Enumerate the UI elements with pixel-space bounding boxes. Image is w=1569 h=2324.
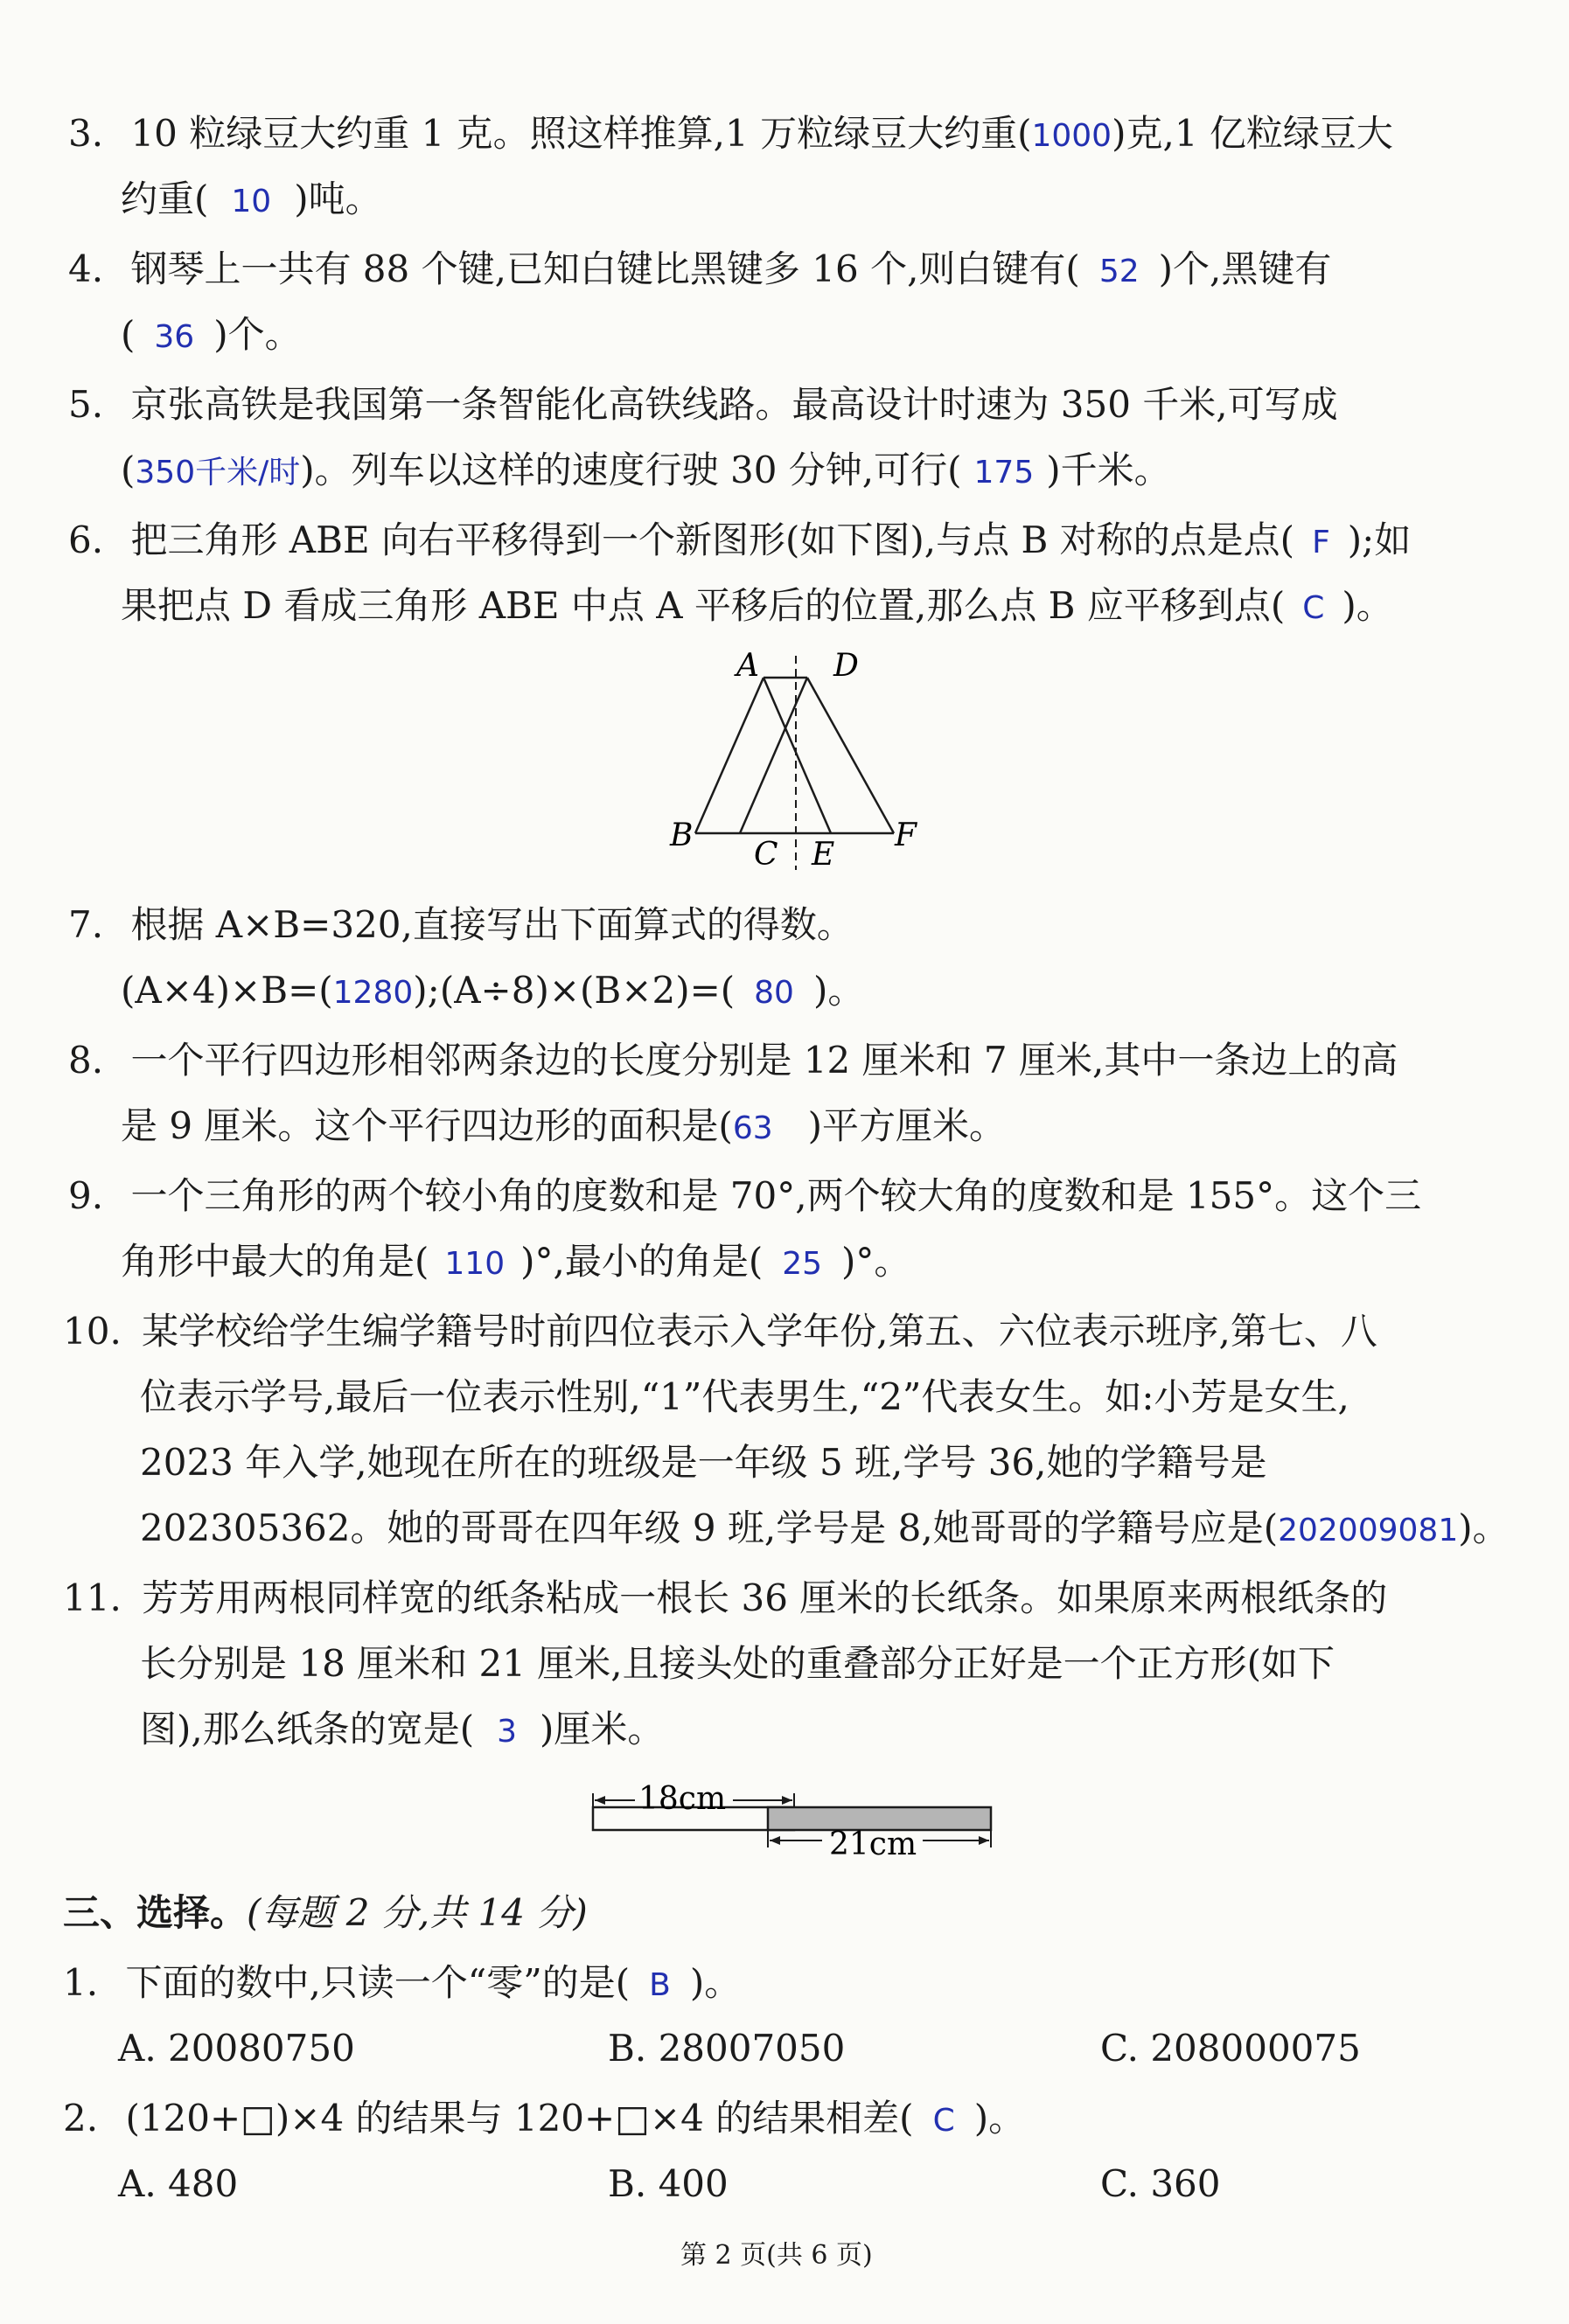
q11-line2 xyxy=(140,1639,1335,1688)
q11-text: 图),那么纸条的宽是( xyxy=(140,1708,475,1750)
q4-answer-1: 52 xyxy=(1098,254,1140,289)
q6-line2 xyxy=(121,581,1393,633)
figure-segment-AB xyxy=(695,678,764,833)
q9-text: 一个三角形的两个较小角的度数和是 70°,两个较大角的度数和是 155°。这个三 xyxy=(130,1174,1422,1217)
q11-text: 芳芳用两根同样宽的纸条粘成一根长 36 厘米的长纸条。如果原来两根纸条的 xyxy=(142,1576,1388,1619)
c2-option-a: A. 480 xyxy=(118,2162,239,2205)
c1-line xyxy=(63,1959,741,2010)
q11-line1 xyxy=(63,1574,1387,1623)
label-D: D xyxy=(833,648,859,684)
c1-option-a: A. 20080750 xyxy=(118,2027,355,2070)
q4-text: ( xyxy=(121,313,136,356)
q3-number: 3. xyxy=(68,112,104,155)
q11-text: 长分别是 18 厘米和 21 厘米,且接头处的重叠部分正好是一个正方形(如下 xyxy=(140,1642,1335,1685)
label-21cm: 21cm xyxy=(829,1826,917,1862)
q6-answer-1: F xyxy=(1312,525,1330,560)
q8-number: 8. xyxy=(68,1039,104,1082)
q9-answer-1: 110 xyxy=(444,1246,506,1282)
q7-line1 xyxy=(68,901,854,950)
q10-line1 xyxy=(63,1307,1377,1356)
q6-text: 把三角形 ABE 向右平移得到一个新图形(如下图),与点 B 对称的点是点( xyxy=(130,518,1295,561)
q7-text: );(A÷8)×(B×2)=( xyxy=(413,969,736,1012)
c2-text: )。 xyxy=(973,2097,1026,2140)
q8-line2 xyxy=(121,1102,1006,1153)
q7-answer-1: 1280 xyxy=(332,975,414,1011)
q5-text: )。列车以这样的速度行驶 30 分钟,可行( xyxy=(300,449,962,491)
c2-answer: C xyxy=(932,2103,955,2139)
label-B: B xyxy=(670,818,694,853)
label-18cm: 18cm xyxy=(638,1781,727,1817)
q5-line1 xyxy=(68,380,1338,429)
q5-answer-1: 350千米/时 xyxy=(135,455,301,491)
q8-text: 是 9 厘米。这个平行四边形的面积是( xyxy=(121,1104,733,1147)
q6-text: );如 xyxy=(1347,518,1412,561)
q7-text: )。 xyxy=(812,969,865,1012)
q8-answer-1: 63 xyxy=(732,1110,773,1146)
q4-text: )个,黑键有 xyxy=(1158,247,1332,290)
q3-text: 10 粒绿豆大约重 1 克。照这样推算,1 万粒绿豆大约重( xyxy=(130,112,1032,155)
q5-text: )千米。 xyxy=(1046,449,1171,491)
q7-text: 根据 A×B=320,直接写出下面算式的得数。 xyxy=(130,903,854,946)
q11-answer-1: 3 xyxy=(497,1714,518,1750)
q10-line4 xyxy=(140,1504,1510,1555)
q5-number: 5. xyxy=(68,383,104,426)
q4-text: )个。 xyxy=(213,313,302,356)
q3-line2 xyxy=(121,175,382,226)
c2-text: (120+□)×4 的结果与 120+□×4 的结果相差( xyxy=(125,2097,914,2140)
q8-line1 xyxy=(68,1036,1398,1085)
label-F: F xyxy=(895,818,917,853)
page-footer: 第 2 页(共 6 页) xyxy=(680,2240,873,2271)
q7-number: 7. xyxy=(68,903,104,946)
q7-line2 xyxy=(121,966,864,1018)
q7-text: (A×4)×B=( xyxy=(121,969,333,1012)
q6-answer-2: C xyxy=(1302,590,1325,626)
q6-text: )。 xyxy=(1342,584,1393,627)
q5-answer-2: 175 xyxy=(973,455,1035,491)
q3-text: )克,1 亿粒绿豆大 xyxy=(1112,112,1393,155)
q3-text: 约重( xyxy=(121,177,209,220)
q9-line1 xyxy=(68,1172,1421,1221)
q9-text: 角形中最大的角是( xyxy=(121,1240,429,1283)
q3-line1 xyxy=(68,109,1393,161)
q10-text: 某学校给学生编学籍号时前四位表示入学年份,第五、六位表示班序,第七、八 xyxy=(142,1310,1377,1353)
q5-text: ( xyxy=(121,449,136,491)
q8-text: )平方厘米。 xyxy=(807,1104,1007,1147)
q10-answer-1: 202009081 xyxy=(1278,1513,1459,1548)
q6-number: 6. xyxy=(68,518,104,561)
label-E: E xyxy=(812,837,835,873)
q9-line2 xyxy=(121,1237,910,1289)
c1-answer: B xyxy=(649,1967,671,2003)
c2-option-c: C. 360 xyxy=(1100,2162,1221,2205)
section-3-title: 三、选择。 xyxy=(63,1891,248,1934)
q11-strip-figure xyxy=(586,1771,997,1871)
dim-bottom-arrow-right xyxy=(979,1836,989,1845)
q10-text: 202305362。她的哥哥在四年级 9 班,学号是 8,她哥哥的学籍号应是( xyxy=(140,1506,1279,1549)
q9-number: 9. xyxy=(68,1174,104,1217)
label-A: A xyxy=(736,648,759,684)
q11-number: 11. xyxy=(63,1576,122,1619)
label-C: C xyxy=(754,837,778,873)
q9-text: )°。 xyxy=(841,1240,911,1283)
c1-text: )。 xyxy=(689,1961,742,2004)
q10-line2 xyxy=(140,1373,1349,1422)
q4-line2 xyxy=(121,310,302,362)
c2-number: 2. xyxy=(63,2097,99,2140)
q6-text: 果把点 D 看成三角形 ABE 中点 A 平移后的位置,那么点 B 应平移到点( xyxy=(121,584,1286,627)
q7-answer-2: 80 xyxy=(754,975,794,1011)
q5-text: 京张高铁是我国第一条智能化高铁线路。最高设计时速为 350 千米,可写成 xyxy=(130,383,1338,426)
q4-line1 xyxy=(68,245,1331,296)
q9-text: )°,最小的角是( xyxy=(520,1240,764,1283)
q8-text: 一个平行四边形相邻两条边的长度分别是 12 厘米和 7 厘米,其中一条边上的高 xyxy=(130,1039,1398,1082)
q10-text: 2023 年入学,她现在所在的班级是一年级 5 班,学号 36,她的学籍号是 xyxy=(140,1441,1267,1484)
q4-text: 钢琴上一共有 88 个键,已知白键比黑键多 16 个,则白键有( xyxy=(130,247,1080,290)
c1-number: 1. xyxy=(63,1961,99,2004)
q3-answer-2: 10 xyxy=(231,184,272,219)
q3-text: )吨。 xyxy=(294,177,382,220)
c2-option-b: B. 400 xyxy=(608,2162,729,2205)
q10-text: 位表示学号,最后一位表示性别,“1”代表男生,“2”代表女生。如:小芳是女生, xyxy=(140,1375,1349,1418)
c1-option-b: B. 28007050 xyxy=(608,2027,846,2070)
q11-text: )厘米。 xyxy=(540,1708,665,1750)
q4-number: 4. xyxy=(68,247,104,290)
q9-answer-2: 25 xyxy=(782,1246,823,1282)
q4-answer-2: 36 xyxy=(154,319,195,355)
q10-line3 xyxy=(140,1438,1267,1487)
q3-answer-1: 1000 xyxy=(1031,118,1112,154)
dim-bottom-arrow-left xyxy=(770,1836,780,1845)
section-3-note: (每题 2 分,共 14 分) xyxy=(247,1891,588,1934)
q6-translation-figure xyxy=(656,643,945,883)
q6-line1 xyxy=(68,516,1411,567)
q10-text: )。 xyxy=(1458,1506,1510,1549)
c1-option-c: C. 208000075 xyxy=(1100,2027,1361,2070)
c2-line xyxy=(63,2094,1025,2146)
q5-line2 xyxy=(121,446,1171,498)
q11-line3 xyxy=(140,1705,664,1757)
c1-text: 下面的数中,只读一个“零”的是( xyxy=(125,1961,631,2004)
section-3-heading xyxy=(63,1889,588,1938)
dim-top-arrow-left xyxy=(595,1796,605,1805)
q10-number: 10. xyxy=(63,1310,122,1353)
dim-top-arrow-right xyxy=(782,1796,792,1805)
